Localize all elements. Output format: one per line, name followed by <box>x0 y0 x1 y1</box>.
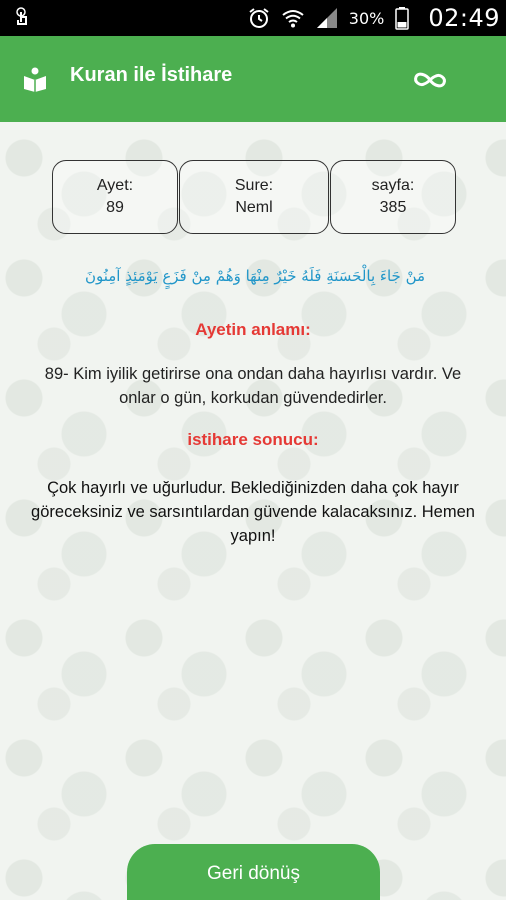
app-bar <box>0 36 506 122</box>
back-button[interactable]: Geri dönüş <box>127 844 380 900</box>
status-bar <box>0 0 506 36</box>
main-content <box>0 122 506 900</box>
result-heading: istihare sonucu: <box>187 430 319 449</box>
battery-percent: 30% <box>348 8 385 28</box>
result-text: Çok hayırlı ve uğurludur. Beklediğinizden daha çok hayır göreceksiniz ve sarsıntılardan güvende kalacaksınız. Hemen yapın! <box>31 479 475 545</box>
battery-icon <box>394 6 418 30</box>
status-time: 02:49 <box>428 4 500 32</box>
arabic-verse: مَنْ جَاءَ بِالْحَسَنَةِ فَلَهُ خَيْرٌ مِنْهَا وَهُمْ مِنْ فَزَعٍ يَوْمَئِذٍ آمِنُونَ <box>84 267 426 285</box>
meaning-text: 89- Kim iyilik getirirse ona ondan daha hayırlısı vardır. Ve onlar o gün, korkudan güvendedirler. <box>44 365 462 407</box>
alarm-icon <box>247 6 271 30</box>
verse-info-row <box>52 160 456 234</box>
sure-value: Neml <box>235 199 273 216</box>
signal-icon <box>315 6 339 30</box>
infinity-icon[interactable] <box>410 66 450 94</box>
sure-box <box>179 160 329 234</box>
wifi-icon <box>281 6 305 30</box>
sayfa-label: sayfa: <box>371 177 415 194</box>
ayet-value: 89 <box>106 199 124 216</box>
meaning-heading: Ayetin anlamı: <box>195 320 311 339</box>
sayfa-box <box>330 160 456 234</box>
ayet-label: Ayet: <box>96 177 134 194</box>
quran-book-icon <box>22 66 48 92</box>
sure-label: Sure: <box>234 177 274 194</box>
sayfa-value: 385 <box>379 199 407 216</box>
ayet-box <box>52 160 178 234</box>
app-title: Kuran ile İstihare <box>70 64 233 86</box>
touch-icon <box>12 6 36 30</box>
